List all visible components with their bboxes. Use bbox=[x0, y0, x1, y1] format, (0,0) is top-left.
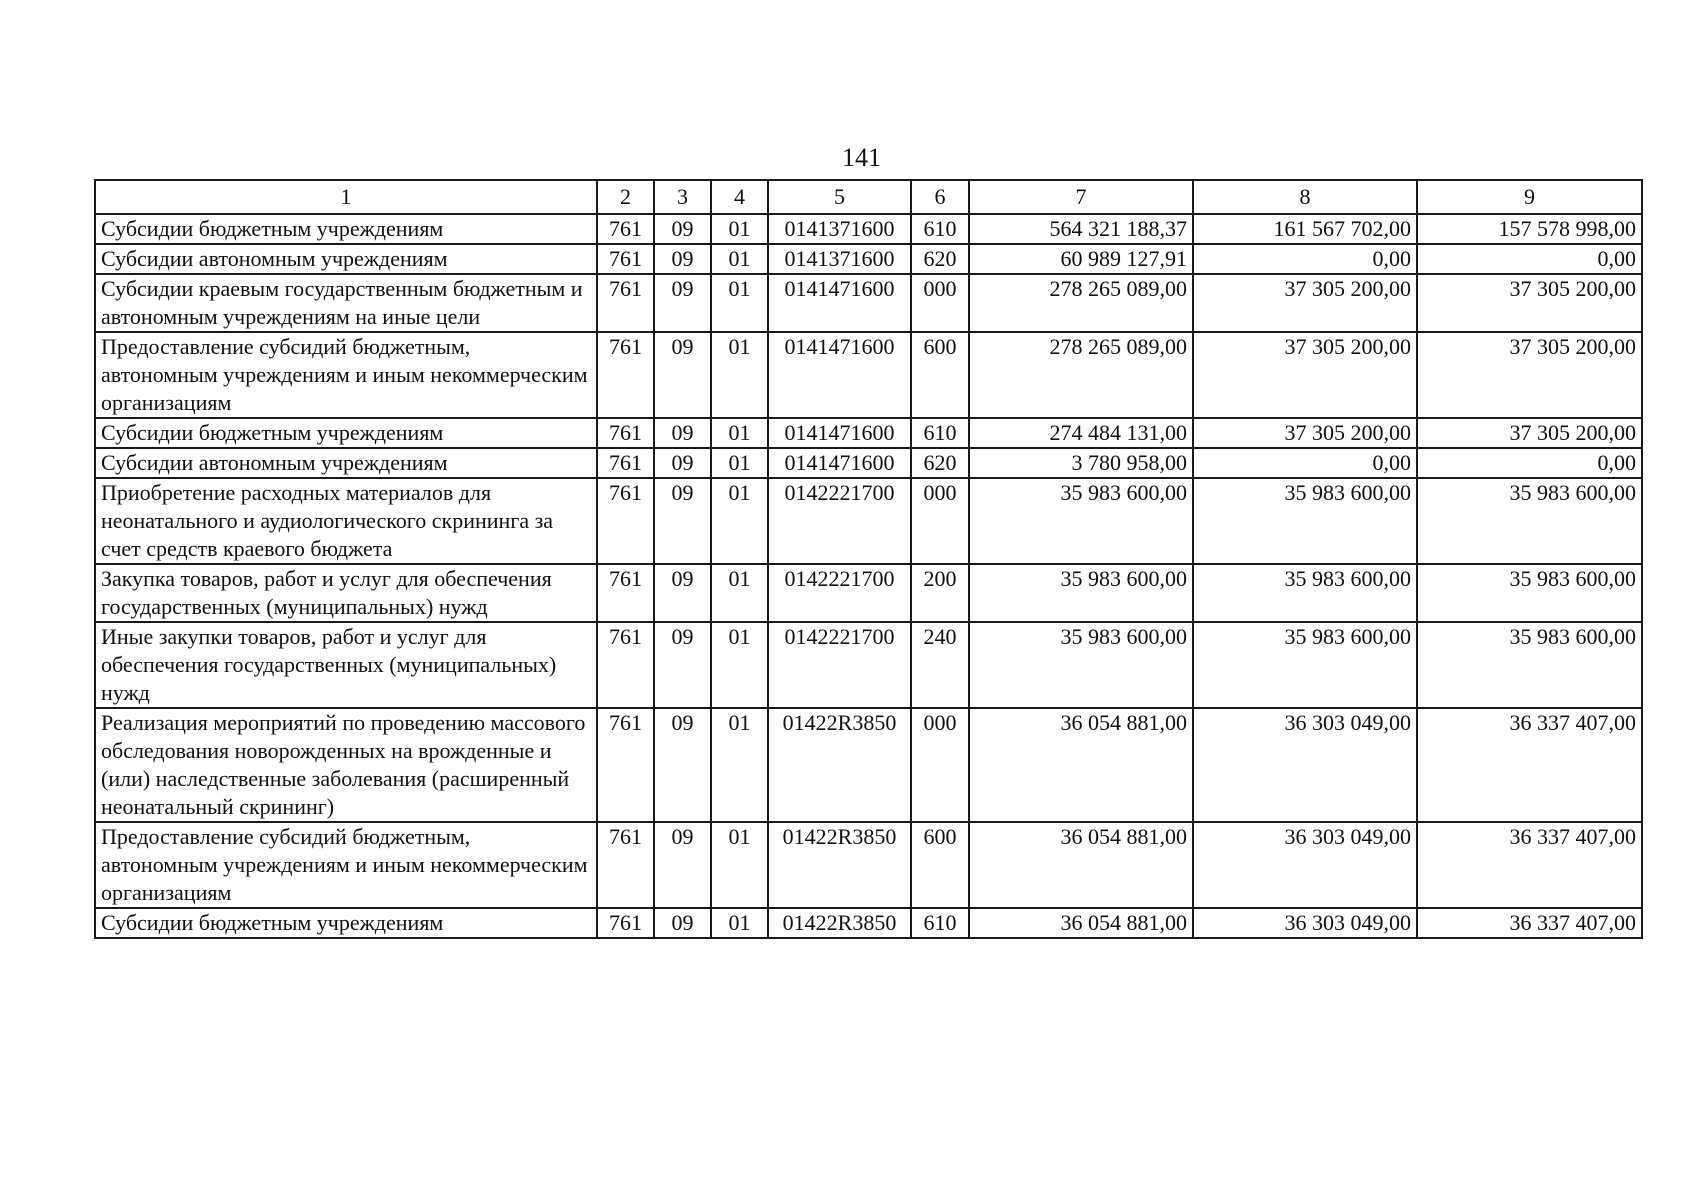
code-ministry: 761 bbox=[597, 708, 654, 822]
amount-col7: 278 265 089,00 bbox=[969, 332, 1193, 418]
code-expense-type: 600 bbox=[911, 822, 969, 908]
row-description: Реализация мероприятий по проведению массового обследования новорожденных на врожденные и (или) наследственные заболевания (расширенный неонатальный скрининг) bbox=[95, 708, 597, 822]
code-section: 09 bbox=[654, 564, 711, 622]
code-section: 09 bbox=[654, 822, 711, 908]
table-row bbox=[95, 244, 1642, 274]
amount-col7: 36 054 881,00 bbox=[969, 908, 1193, 938]
code-ministry: 761 bbox=[597, 332, 654, 418]
row-description: Субсидии автономным учреждениям bbox=[95, 244, 597, 274]
code-section: 09 bbox=[654, 244, 711, 274]
amount-col8: 37 305 200,00 bbox=[1193, 332, 1417, 418]
budget-table bbox=[94, 179, 1643, 939]
code-ministry: 761 bbox=[597, 908, 654, 938]
row-description: Субсидии бюджетным учреждениям bbox=[95, 908, 597, 938]
amount-col9: 0,00 bbox=[1417, 244, 1642, 274]
table-row bbox=[95, 214, 1642, 244]
amount-col9: 35 983 600,00 bbox=[1417, 564, 1642, 622]
amount-col7: 274 484 131,00 bbox=[969, 418, 1193, 448]
header-cell: 2 bbox=[597, 180, 654, 214]
amount-col9: 35 983 600,00 bbox=[1417, 622, 1642, 708]
code-target-article: 0141471600 bbox=[768, 332, 911, 418]
code-ministry: 761 bbox=[597, 448, 654, 478]
table-row bbox=[95, 478, 1642, 564]
table-row bbox=[95, 822, 1642, 908]
code-expense-type: 610 bbox=[911, 908, 969, 938]
header-cell: 8 bbox=[1193, 180, 1417, 214]
code-expense-type: 600 bbox=[911, 332, 969, 418]
amount-col8: 35 983 600,00 bbox=[1193, 622, 1417, 708]
row-description: Субсидии бюджетным учреждениям bbox=[95, 214, 597, 244]
code-section: 09 bbox=[654, 274, 711, 332]
code-section: 09 bbox=[654, 622, 711, 708]
code-subsection: 01 bbox=[711, 214, 768, 244]
code-expense-type: 620 bbox=[911, 244, 969, 274]
amount-col8: 0,00 bbox=[1193, 448, 1417, 478]
code-section: 09 bbox=[654, 708, 711, 822]
code-target-article: 01422R3850 bbox=[768, 822, 911, 908]
header-cell: 7 bbox=[969, 180, 1193, 214]
header-cell: 3 bbox=[654, 180, 711, 214]
row-description: Субсидии бюджетным учреждениям bbox=[95, 418, 597, 448]
amount-col8: 37 305 200,00 bbox=[1193, 418, 1417, 448]
amount-col7: 60 989 127,91 bbox=[969, 244, 1193, 274]
code-target-article: 0142221700 bbox=[768, 622, 911, 708]
amount-col9: 157 578 998,00 bbox=[1417, 214, 1642, 244]
code-target-article: 0142221700 bbox=[768, 564, 911, 622]
header-cell: 1 bbox=[95, 180, 597, 214]
code-subsection: 01 bbox=[711, 908, 768, 938]
row-description: Субсидии автономным учреждениям bbox=[95, 448, 597, 478]
header-cell: 5 bbox=[768, 180, 911, 214]
amount-col9: 37 305 200,00 bbox=[1417, 274, 1642, 332]
code-subsection: 01 bbox=[711, 448, 768, 478]
amount-col7: 35 983 600,00 bbox=[969, 564, 1193, 622]
code-section: 09 bbox=[654, 908, 711, 938]
header-cell: 6 bbox=[911, 180, 969, 214]
code-expense-type: 610 bbox=[911, 214, 969, 244]
code-section: 09 bbox=[654, 332, 711, 418]
code-ministry: 761 bbox=[597, 214, 654, 244]
row-description: Предоставление субсидий бюджетным, автономным учреждениям и иным некоммерческим организациям bbox=[95, 332, 597, 418]
amount-col7: 35 983 600,00 bbox=[969, 478, 1193, 564]
header-row bbox=[95, 180, 1642, 214]
code-section: 09 bbox=[654, 478, 711, 564]
amount-col8: 36 303 049,00 bbox=[1193, 822, 1417, 908]
code-expense-type: 240 bbox=[911, 622, 969, 708]
amount-col8: 37 305 200,00 bbox=[1193, 274, 1417, 332]
amount-col9: 37 305 200,00 bbox=[1417, 418, 1642, 448]
table-row bbox=[95, 908, 1642, 938]
row-description: Приобретение расходных материалов для неонатального и аудиологического скрининга за счет средств краевого бюджета bbox=[95, 478, 597, 564]
code-ministry: 761 bbox=[597, 244, 654, 274]
amount-col8: 35 983 600,00 bbox=[1193, 564, 1417, 622]
amount-col7: 35 983 600,00 bbox=[969, 622, 1193, 708]
page-number: 141 bbox=[842, 143, 881, 172]
header-cell: 9 bbox=[1417, 180, 1642, 214]
code-target-article: 0141471600 bbox=[768, 274, 911, 332]
amount-col9: 36 337 407,00 bbox=[1417, 908, 1642, 938]
amount-col8: 36 303 049,00 bbox=[1193, 908, 1417, 938]
code-target-article: 0142221700 bbox=[768, 478, 911, 564]
code-target-article: 0141471600 bbox=[768, 448, 911, 478]
amount-col8: 36 303 049,00 bbox=[1193, 708, 1417, 822]
row-description: Иные закупки товаров, работ и услуг для обеспечения государственных (муниципальных) нужд bbox=[95, 622, 597, 708]
code-ministry: 761 bbox=[597, 418, 654, 448]
code-target-article: 0141371600 bbox=[768, 244, 911, 274]
amount-col9: 35 983 600,00 bbox=[1417, 478, 1642, 564]
table-row bbox=[95, 622, 1642, 708]
code-target-article: 0141471600 bbox=[768, 418, 911, 448]
code-section: 09 bbox=[654, 214, 711, 244]
code-ministry: 761 bbox=[597, 274, 654, 332]
amount-col7: 36 054 881,00 bbox=[969, 822, 1193, 908]
code-subsection: 01 bbox=[711, 478, 768, 564]
code-subsection: 01 bbox=[711, 274, 768, 332]
amount-col7: 3 780 958,00 bbox=[969, 448, 1193, 478]
code-target-article: 01422R3850 bbox=[768, 908, 911, 938]
code-expense-type: 000 bbox=[911, 274, 969, 332]
header-cell: 4 bbox=[711, 180, 768, 214]
code-expense-type: 200 bbox=[911, 564, 969, 622]
amount-col9: 37 305 200,00 bbox=[1417, 332, 1642, 418]
row-description: Предоставление субсидий бюджетным, автономным учреждениям и иным некоммерческим организациям bbox=[95, 822, 597, 908]
amount-col9: 36 337 407,00 bbox=[1417, 708, 1642, 822]
code-target-article: 0141371600 bbox=[768, 214, 911, 244]
code-subsection: 01 bbox=[711, 822, 768, 908]
table-row bbox=[95, 708, 1642, 822]
code-subsection: 01 bbox=[711, 564, 768, 622]
table-body bbox=[95, 214, 1642, 938]
code-target-article: 01422R3850 bbox=[768, 708, 911, 822]
code-subsection: 01 bbox=[711, 244, 768, 274]
table-row bbox=[95, 564, 1642, 622]
amount-col8: 35 983 600,00 bbox=[1193, 478, 1417, 564]
amount-col9: 36 337 407,00 bbox=[1417, 822, 1642, 908]
code-section: 09 bbox=[654, 418, 711, 448]
code-section: 09 bbox=[654, 448, 711, 478]
table-row bbox=[95, 274, 1642, 332]
amount-col9: 0,00 bbox=[1417, 448, 1642, 478]
code-ministry: 761 bbox=[597, 478, 654, 564]
amount-col7: 36 054 881,00 bbox=[969, 708, 1193, 822]
code-subsection: 01 bbox=[711, 332, 768, 418]
code-ministry: 761 bbox=[597, 564, 654, 622]
amount-col7: 564 321 188,37 bbox=[969, 214, 1193, 244]
code-subsection: 01 bbox=[711, 708, 768, 822]
code-subsection: 01 bbox=[711, 622, 768, 708]
code-expense-type: 000 bbox=[911, 478, 969, 564]
code-ministry: 761 bbox=[597, 822, 654, 908]
code-ministry: 761 bbox=[597, 622, 654, 708]
table-row bbox=[95, 418, 1642, 448]
code-expense-type: 000 bbox=[911, 708, 969, 822]
row-description: Закупка товаров, работ и услуг для обеспечения государственных (муниципальных) нужд bbox=[95, 564, 597, 622]
row-description: Субсидии краевым государственным бюджетным и автономным учреждениям на иные цели bbox=[95, 274, 597, 332]
amount-col8: 161 567 702,00 bbox=[1193, 214, 1417, 244]
table-row bbox=[95, 332, 1642, 418]
amount-col8: 0,00 bbox=[1193, 244, 1417, 274]
code-expense-type: 610 bbox=[911, 418, 969, 448]
table-row bbox=[95, 448, 1642, 478]
code-expense-type: 620 bbox=[911, 448, 969, 478]
amount-col7: 278 265 089,00 bbox=[969, 274, 1193, 332]
code-subsection: 01 bbox=[711, 418, 768, 448]
